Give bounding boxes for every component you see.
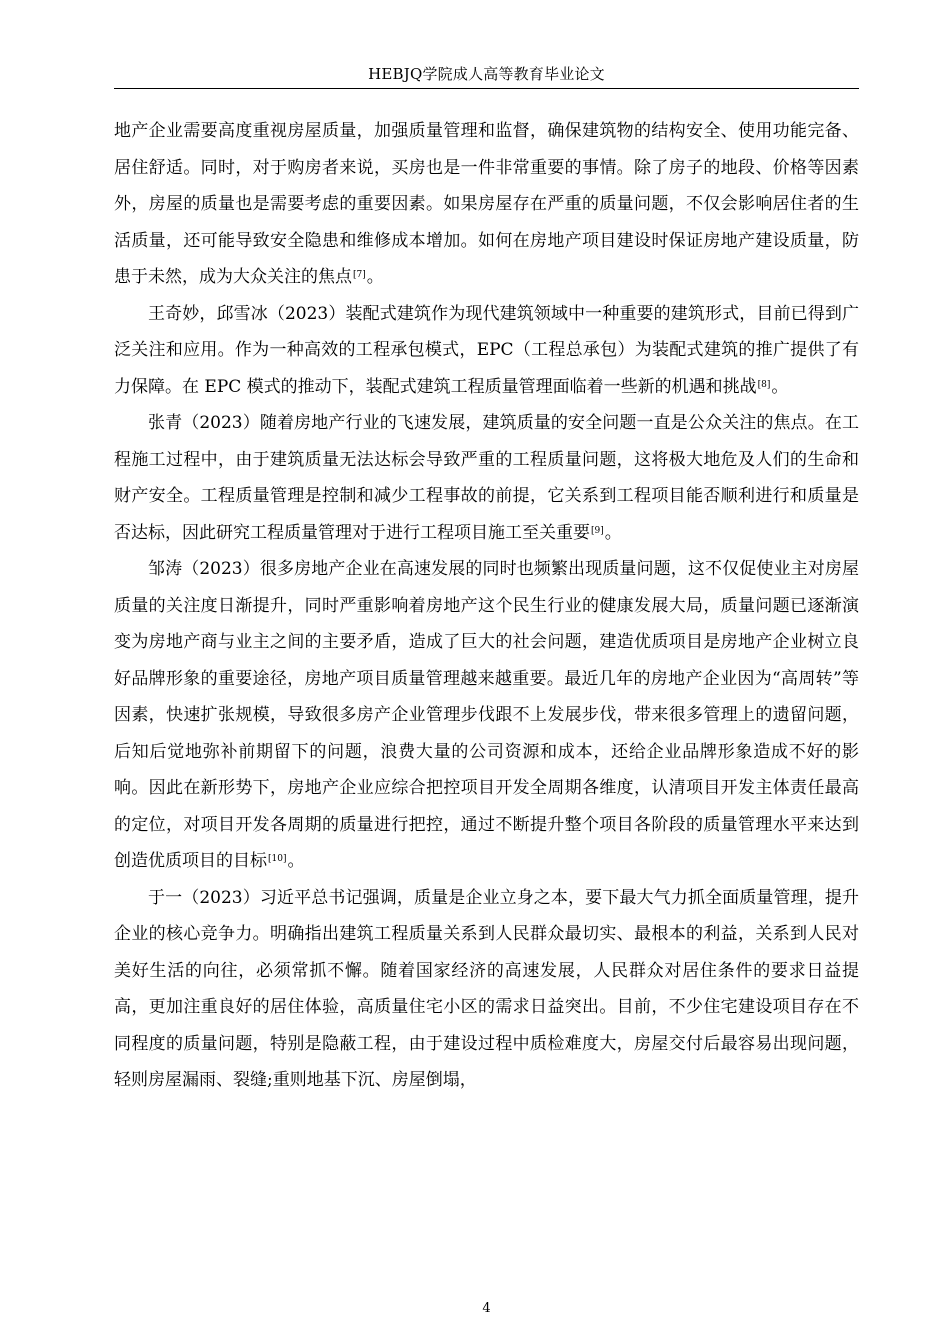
citation-8: [8] (757, 379, 771, 390)
paragraph-2-end: 。 (771, 376, 789, 397)
page-number: 4 (482, 1301, 491, 1316)
paragraph-4 (114, 551, 859, 880)
paragraph-1 (114, 113, 859, 296)
body-text (114, 113, 859, 1099)
page-header-title: HEBJQ学院成人高等教育毕业论文 (368, 65, 605, 83)
paragraph-2-text: 王奇妙，邱雪冰（2023）装配式建筑作为现代建筑领域中一种重要的建筑形式，目前已得到广泛关注和应用。作为一种高效的工程承包模式，EPC（工程总承包）为装配式建筑的推广提供了有力保障。在 EPC 模式的推动下，装配式建筑工程质量管理面临着一些新的机遇和挑战 (114, 303, 859, 397)
paragraph-3-end: 。 (604, 522, 622, 543)
paragraph-1-text: 地产企业需要高度重视房屋质量，加强质量管理和监督，确保建筑物的结构安全、使用功能完备、居住舒适。同时，对于购房者来说，买房也是一件非常重要的事情。除了房子的地段、价格等因素外，房屋的质量也是需要考虑的重要因素。如果房屋存在严重的质量问题，不仅会影响居住者的生活质量，还可能导致安全隐患和维修成本增加。如何在房地产项目建设时保证房地产建设质量，防患于未然，成为大众关注的焦点 (114, 121, 859, 287)
paragraph-4-text: 邹涛（2023）很多房地产企业在高速发展的同时也频繁出现质量问题，这不仅促使业主对房屋质量的关注度日渐提升，同时严重影响着房地产这个民生行业的健康发展大局，质量问题已逐渐演变为房地产商与业主之间的主要矛盾，造成了巨大的社会问题，建造优质项目是房地产企业树立良好品牌形象的重要途径，房地产项目质量管理越来越重要。最近几年的房地产企业因为“高周转”等因素，快速扩张规模，导致很多房产企业管理步伐跟不上发展步伐，带来很多管理上的遗留问题，后知后觉地弥补前期留下的问题，浪费大量的公司资源和成本，还给企业品牌形象造成不好的影响。因此在新形势下，房地产企业应综合把控项目开发全周期各维度，认清项目开发主体责任最高的定位，对项目开发各周期的质量进行把控，通过不断提升整个项目各阶段的质量管理水平来达到创造优质项目的目标 (114, 559, 859, 871)
header-rule (114, 88, 859, 89)
paragraph-5 (114, 880, 859, 1099)
paragraph-3 (114, 405, 859, 551)
paragraph-2 (114, 296, 859, 406)
paragraph-3-text: 张青（2023）随着房地产行业的飞速发展，建筑质量的安全问题一直是公众关注的焦点。在工程施工过程中，由于建筑质量无法达标会导致严重的工程质量问题，这将极大地危及人们的生命和财产安全。工程质量管理是控制和减少工程事故的前提，它关系到工程项目能否顺利进行和质量是否达标，因此研究工程质量管理对于进行工程项目施工至关重要 (114, 413, 859, 543)
paragraph-4-end: 。 (287, 851, 305, 871)
citation-7: [7] (353, 270, 366, 280)
paragraph-1-end: 。 (366, 267, 384, 287)
citation-10: [10] (268, 854, 287, 864)
citation-9: [9] (591, 525, 604, 536)
paragraph-5-text: 于一（2023）习近平总书记强调，质量是企业立身之本，要下最大气力抓全面质量管理，提升企业的核心竞争力。明确指出建筑工程质量关系到人民群众最切实、最根本的利益，关系到人民对美好生活的向往，必须常抓不懈。随着国家经济的高速发展，人民群众对居住条件的要求日益提高，更加注重良好的居住体验，高质量住宅小区的需求日益突出。目前，不少住宅建设项目存在不同程度的质量问题，特别是隐蔽工程，由于建设过程中质检难度大，房屋交付后最容易出现问题，轻则房屋漏雨、裂缝;重则地基下沉、房屋倒塌， (114, 887, 859, 1090)
